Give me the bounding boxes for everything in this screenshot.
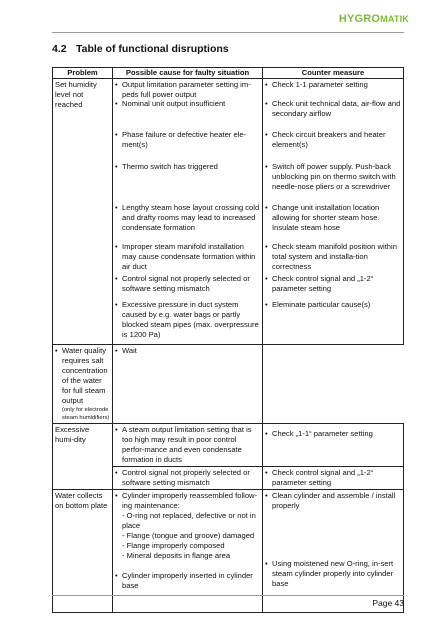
measure-cell: • Check control signal and „1-2“ parameter setting [263, 467, 404, 490]
table-row [53, 345, 404, 424]
problem-cell: Water collects on bottom plate [53, 490, 113, 613]
cause-cell: • Water quality requires salt concentration of the water for full steam output (only for electrode steam humidifiers) [53, 345, 113, 424]
measure-cell: • Check 1-1 parameter setting • Check unit technical data, air-flow and secondary airflow • Check circuit breakers and heater element(s) • Switch off power supply. Push-back unblocking pin on thermo switch with needle-nose pliers or a screwdriver • Change unit installation location allowing for shorter steam hose. Insulate steam hose • Check steam manifold position within total system and installa-tion correctness • Check control signal and „1-2“ parameter setting • Eleminate particular cause(s) [263, 79, 404, 345]
section-title: Table of functional disruptions [76, 43, 229, 55]
functional-disruptions-table [52, 67, 404, 613]
section-number: 4.2 [52, 43, 67, 55]
hygromatik-logo: HYGROMATIK [338, 13, 409, 25]
header-cause: Possible cause for faulty situation [113, 68, 263, 79]
footer-divider [52, 595, 404, 596]
cause-cell: • A steam output limitation setting that is too high may result in poor control perfor-mance and even condensate formation in ducts [113, 424, 263, 467]
header-measure: Counter measure [263, 68, 404, 79]
measure-cell: • Check „1-1“ parameter setting [263, 424, 404, 467]
problem-cell: Excessive humi-dity [53, 424, 113, 490]
cause-note: (only for electrode steam humidifiers) [62, 407, 110, 421]
header-divider [52, 32, 404, 33]
measure-cell: • Wait [113, 345, 263, 424]
table-row [53, 79, 404, 345]
page-number: Page 43 [372, 598, 404, 608]
measure-cell: • Clean cylinder and assemble / install properly • Using moistened new O-ring, in-sert steam cylinder properly into cylinder base [263, 490, 404, 613]
header-problem: Problem [53, 68, 113, 79]
cause-cell: • Control signal not properly selected or software setting mismatch [113, 467, 263, 490]
problem-cell: Set humidity level not reached [53, 79, 113, 345]
table-row [53, 424, 404, 467]
table-header-row [53, 68, 404, 79]
cause-cell: • Cylinder improperly reassembled follow-ing maintenance: - O-ring not replaced, defective or not in place - Flange (tongue and groove) damaged - Flange improperly composed - Mineral deposits in flange area • Cylinder improperly inserted in cylinder base [113, 490, 263, 613]
cause-cell: • Output limitation parameter setting im-peds full power output • Nominal unit output insufficient • Phase failure or defective heater ele-ment(s) • Thermo switch has triggered • Lengthy steam hose layout crossing cold and drafty rooms may lead to increased condensate formation • Improper steam manifold installation may cause condensate formation within air duct • Control signal not properly selected or software setting mismatch • Excessive pressure in duct system caused by e.g. water bags or partly blocked steam pipes (max. overpressure is 1200 Pa) [113, 79, 263, 345]
section-heading [52, 43, 229, 55]
